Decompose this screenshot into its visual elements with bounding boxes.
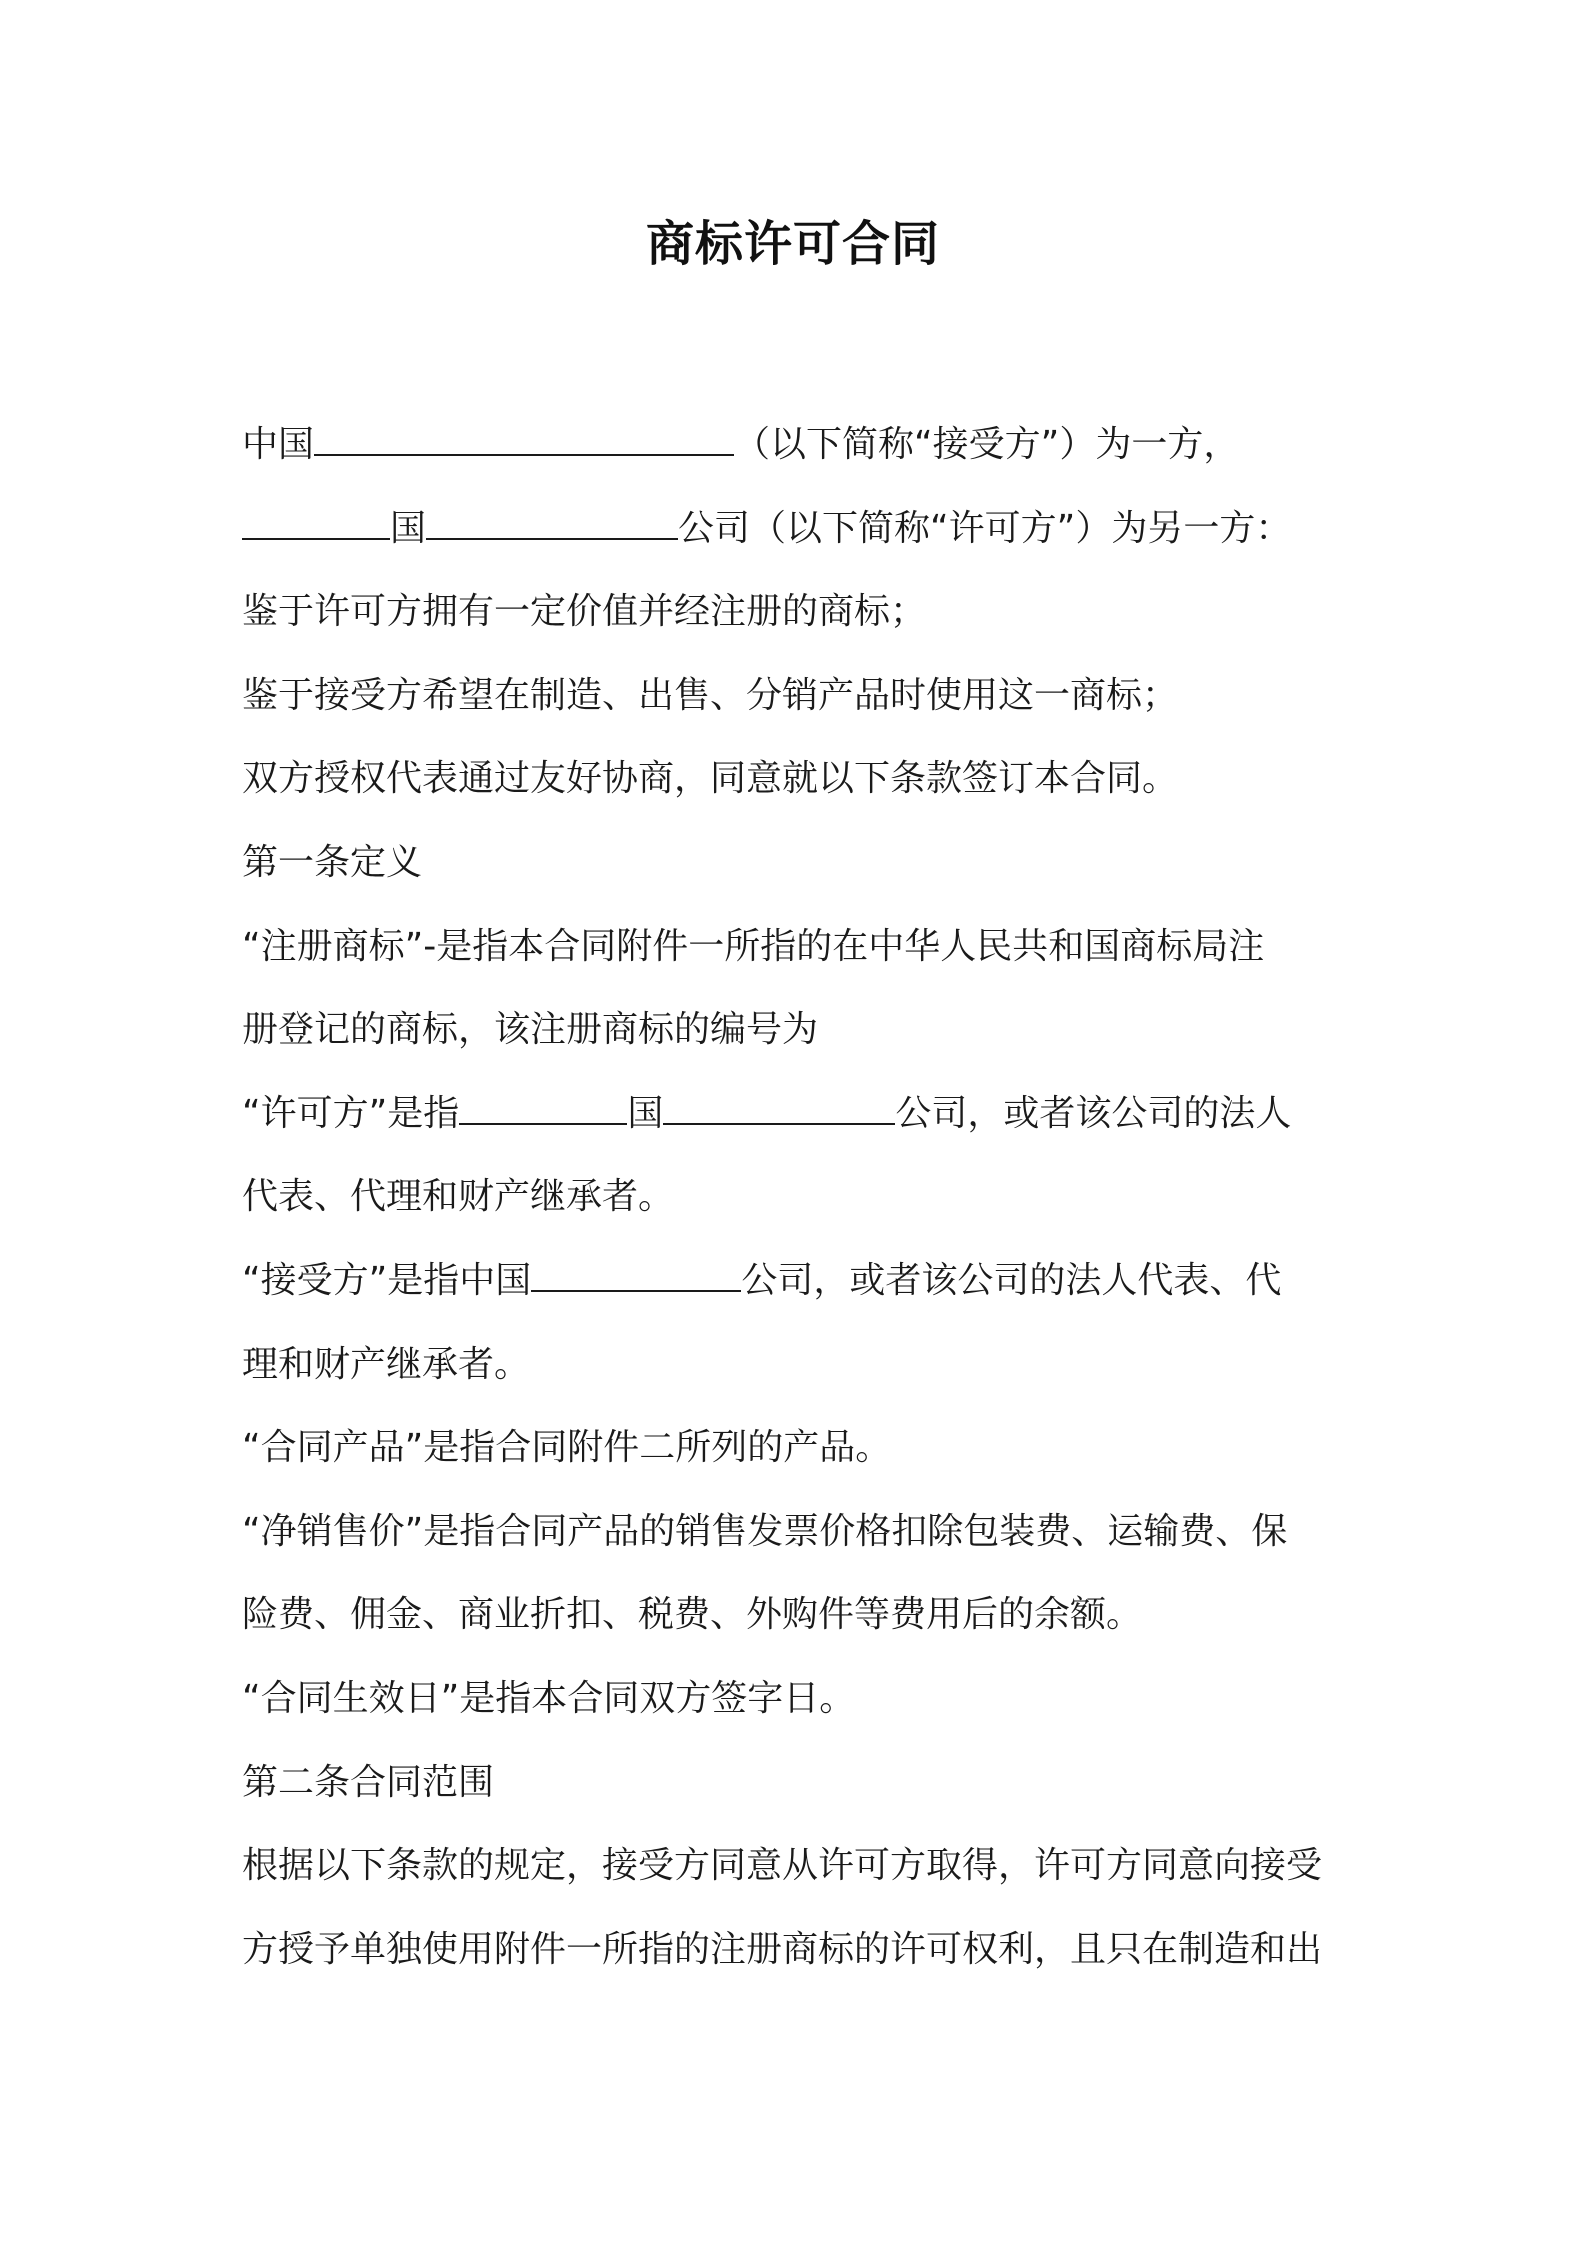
licensee-company-blank — [531, 1264, 741, 1292]
scope-line-2: 方授予单独使用附件一所指的注册商标的许可权利，且只在制造和出 — [242, 1928, 1323, 1970]
party-a-line — [242, 403, 1362, 487]
party-b-country-suffix: 国 — [390, 507, 427, 549]
definition-net-price-line-2: 险费、佣金、商业折扣、税费、外购件等费用后的余额。 — [242, 1594, 1143, 1636]
definition-contract-products: “合同产品”是指合同附件二所列的产品。 — [242, 1427, 892, 1469]
definition-licensor-line-1 — [242, 1072, 1362, 1156]
definition-licensor-suffix: 公司，或者该公司的法人 — [895, 1092, 1292, 1134]
scope-line-1: 根据以下条款的规定，接受方同意从许可方取得，许可方同意向接受 — [242, 1845, 1323, 1887]
definition-licensor-prefix: “许可方”是指 — [242, 1092, 460, 1134]
definition-licensee-suffix: 公司，或者该公司的法人代表、代 — [741, 1259, 1282, 1301]
party-b-company-blank — [426, 512, 678, 540]
definition-licensee-line-2: 理和财产继承者。 — [242, 1343, 531, 1385]
definition-licensor-line-2: 代表、代理和财产继承者。 — [242, 1176, 675, 1218]
definition-effective-date: “合同生效日”是指本合同双方签字日。 — [242, 1677, 856, 1719]
party-a-prefix: 中国 — [242, 424, 315, 465]
definition-trademark-line-1: “注册商标”-是指本合同附件一所指的在中华人民共和国商标局注 — [242, 925, 1265, 967]
document-body — [242, 403, 1362, 1991]
licensor-country-blank — [459, 1097, 627, 1125]
article-1-heading: 第一条定义 — [242, 841, 423, 883]
party-a-suffix: （以下简称“接受方”）为一方， — [734, 424, 1240, 465]
party-b-suffix: 公司（以下简称“许可方”）为另一方： — [678, 507, 1292, 549]
whereas-clause-2: 鉴于接受方希望在制造、出售、分销产品时使用这一商标； — [242, 674, 1179, 716]
document-title: 商标许可合同 — [645, 216, 940, 272]
definition-trademark-line-2: 册登记的商标，该注册商标的编号为 — [242, 1009, 819, 1051]
party-a-name-blank — [314, 428, 734, 456]
definition-licensor-mid: 国 — [627, 1092, 664, 1134]
licensor-company-blank — [663, 1097, 895, 1125]
definition-licensee-prefix: “接受方”是指中国 — [242, 1259, 532, 1301]
party-b-line — [242, 487, 1362, 571]
whereas-clause-1: 鉴于许可方拥有一定价值并经注册的商标； — [242, 591, 927, 633]
article-2-heading: 第二条合同范围 — [242, 1761, 495, 1803]
party-b-country-blank — [242, 512, 390, 540]
definition-net-price-line-1: “净销售价”是指合同产品的销售发票价格扣除包装费、运输费、保 — [242, 1510, 1288, 1552]
agreement-statement: 双方授权代表通过友好协商，同意就以下条款签订本合同。 — [242, 758, 1179, 800]
definition-licensee-line-1 — [242, 1239, 1362, 1323]
